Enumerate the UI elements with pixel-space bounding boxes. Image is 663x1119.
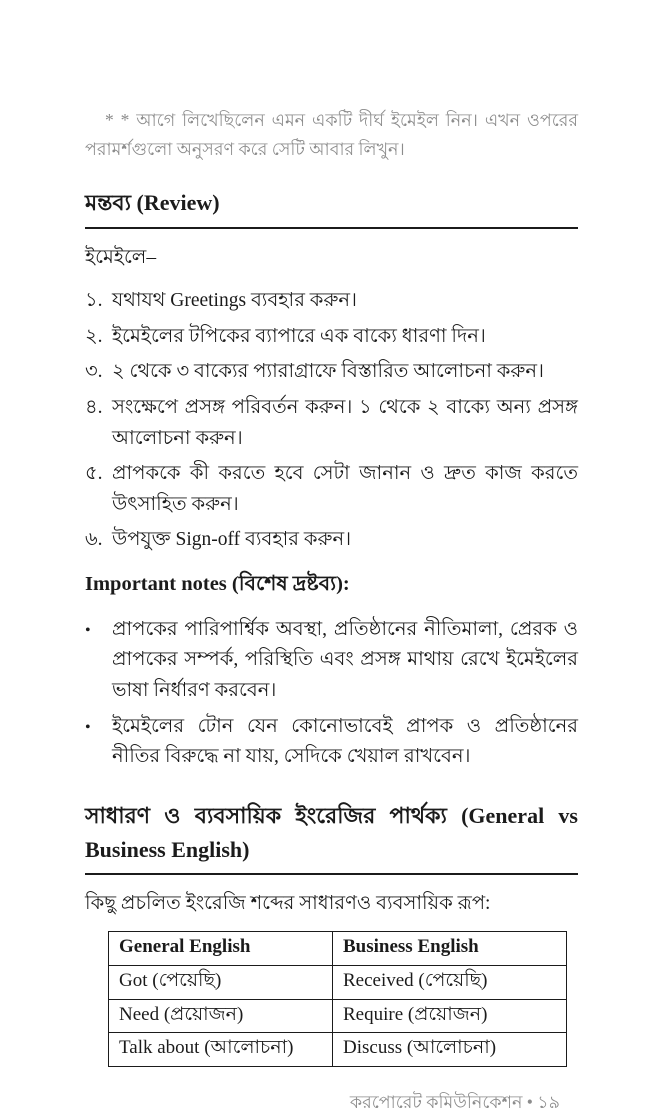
table-cell: Got (পেয়েছি) [109,965,333,999]
important-notes-list [85,615,578,773]
table-cell: Received (পেয়েছি) [333,965,567,999]
table-row [109,965,567,999]
page-footer: করপোরেট কমিউনিকেশন • ১৯ [349,1091,560,1112]
bullet-icon: • [85,718,91,736]
list-item-text: ইমেইলের টপিকের ব্যাপারে এক বাক্যে ধারণা দিন। [112,325,486,347]
table-row [109,999,567,1033]
list-item-text: উপযুক্ত Sign-off ব্যবহার করুন। [112,529,352,551]
table-cell: Talk about (আলোচনা) [109,1033,333,1067]
list-number: ৩. [85,361,103,383]
list-item [85,393,578,454]
bullet-item-text: ইমেইলের টোন যেন কোনোভাবেই প্রাপক ও প্রতিষ্ঠানের নীতির বিরুদ্ধে না যায়, সেদিকে খেয়াল রাখবেন। [112,715,578,768]
list-item-text: ২ থেকে ৩ বাক্যের প্যারাগ্রাফে বিস্তারিত আলোচনা করুন। [112,361,544,383]
list-item [85,712,578,773]
list-item [85,322,578,353]
list-item [85,357,578,388]
list-item [85,286,578,317]
list-number: ৬. [85,529,103,551]
english-comparison-table [108,931,567,1067]
list-item [85,615,578,707]
table-cell: Need (প্রয়োজন) [109,999,333,1033]
review-numbered-list [85,286,578,556]
list-number: ৫. [85,463,103,485]
email-intro-line: ইমেইলে– [85,246,157,268]
table-cell: Discuss (আলোচনা) [333,1033,567,1067]
list-number: ১. [85,290,103,312]
list-item [85,459,578,520]
table-cell: Require (প্রয়োজন) [333,999,567,1033]
column-header-business: Business English [333,932,567,966]
general-vs-business-heading: সাধারণ ও ব্যবসায়িক ইংরেজির পার্থক্য (General vs Business English) [85,799,578,875]
list-item-text: প্রাপককে কী করতে হবে সেটা জানান ও দ্রুত কাজ করতে উৎসাহিত করুন। [112,463,578,515]
bullet-icon: • [85,621,91,639]
review-section-heading: মন্তব্য (Review) [85,186,578,229]
list-item-text: সংক্ষেপে প্রসঙ্গ পরিবর্তন করুন। ১ থেকে ২ বাক্যে অন্য প্রসঙ্গ আলোচনা করুন। [112,396,578,449]
important-notes-heading: Important notes (বিশেষ দ্রষ্টব্য): [85,572,350,595]
list-item-text: যথাযথ Greetings ব্যবহার করুন। [112,290,358,312]
table-row [109,1033,567,1067]
exercise-note: * * আগে লিখেছিলেন এমন একটি দীর্ঘ ইমেইল নিন। এখন ওপরের পরামর্শগুলো অনুসরণ করে সেটি আবার লিখুন। [85,110,578,160]
list-number: ২. [85,325,103,347]
column-header-general: General English [109,932,333,966]
table-header-row [109,932,567,966]
table-intro-line: কিছু প্রচলিত ইংরেজি শব্দের সাধারণও ব্যবসায়িক রূপ: [85,892,491,914]
list-item [85,525,578,556]
list-number: ৪. [85,396,103,418]
bullet-item-text: প্রাপকের পারিপার্শ্বিক অবস্থা, প্রতিষ্ঠানের নীতিমালা, প্রেরক ও প্রাপকের সম্পর্ক, পরিস্থিতি এবং প্রসঙ্গ মাথায় রেখে ইমেইলের ভাষা নির্ধারণ করবেন। [112,618,578,701]
